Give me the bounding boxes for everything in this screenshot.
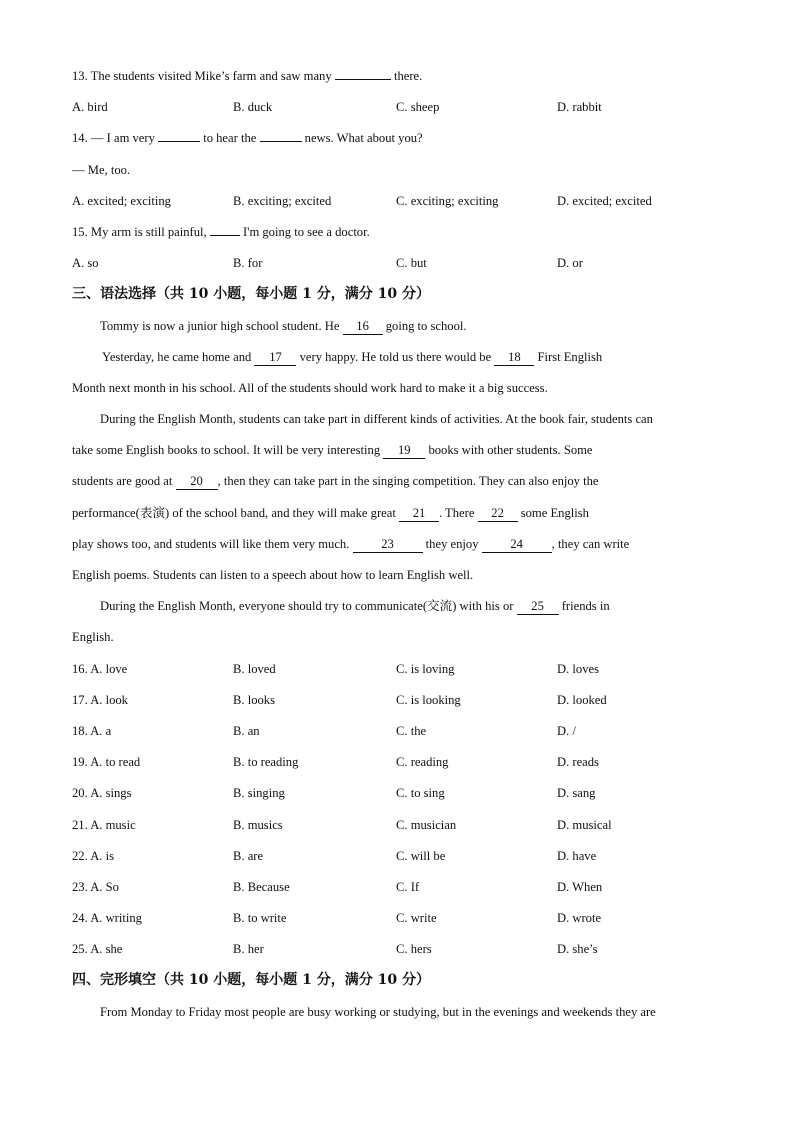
option-a: 16. A. love [72, 661, 128, 676]
option-b: B. her [233, 942, 264, 957]
option-a: 17. A. look [72, 692, 128, 707]
passage-text: going to school. [382, 318, 467, 333]
passage-line [72, 531, 722, 562]
question-14-reply: — Me, too. [72, 162, 131, 177]
answer-blank [335, 65, 391, 80]
passage-line [72, 437, 722, 468]
option-c: C. exciting; exciting [396, 193, 499, 208]
passage-text: very happy. He told us there would be [296, 349, 495, 364]
question-text: I'm going to see a doctor. [239, 224, 370, 239]
option-b: B. an [233, 723, 260, 738]
option-b: B. looks [233, 692, 275, 707]
question-13 [72, 63, 722, 94]
option-a: 24. A. writing [72, 911, 142, 926]
options-row [72, 874, 722, 905]
question-14 [72, 125, 722, 156]
passage-text: Tommy is now a junior high school student. He [100, 318, 343, 333]
option-b: B. singing [233, 786, 285, 801]
option-c: C. hers [396, 942, 432, 957]
option-a: 22. A. is [72, 848, 114, 863]
passage-line: During the English Month, students can take part in different kinds of activities. At the book fair, students can [100, 412, 653, 427]
option-c: C. is looking [396, 692, 461, 707]
passage-line: English. [72, 630, 114, 645]
option-a: A. excited; exciting [72, 193, 171, 208]
options-row [72, 749, 722, 780]
option-a: A. bird [72, 100, 108, 115]
question-text: news. What about you? [301, 131, 423, 146]
option-d: D. rabbit [557, 100, 602, 115]
passage-line [72, 313, 722, 344]
option-c: C. to sing [396, 786, 445, 801]
blank-25: 25 [517, 599, 559, 615]
passage-line: Month next month in his school. All of the students should work hard to make it a big success. [72, 380, 548, 395]
passage-text: , then they can take part in the singing competition. They can also enjoy the [217, 474, 599, 489]
option-b: B. duck [233, 100, 273, 115]
section-3-heading: 三、语法选择（共 10 小题，每小题 1 分，满分 10 分） [72, 286, 430, 303]
option-a: 23. A. So [72, 879, 119, 894]
option-d: D. or [557, 256, 583, 271]
passage-text: take some English books to school. It will be very interesting [72, 443, 384, 458]
answer-blank [210, 221, 240, 236]
option-c: C. If [396, 879, 420, 894]
options-row [72, 780, 722, 811]
section-4-heading: 四、完形填空（共 10 小题，每小题 1 分，满分 10 分） [72, 972, 430, 989]
blank-23: 23 [353, 537, 423, 553]
option-d: D. looked [557, 692, 607, 707]
options-row [72, 718, 722, 749]
options-row [72, 843, 722, 874]
option-a: 21. A. music [72, 817, 136, 832]
option-b: B. to write [233, 911, 287, 926]
blank-18: 18 [494, 350, 534, 366]
option-b: B. loved [233, 661, 276, 676]
options-15 [72, 250, 722, 281]
passage-text: books with other students. Some [425, 443, 593, 458]
blank-22: 22 [478, 506, 518, 522]
question-text: 13. The students visited Mike’s farm and saw many [72, 69, 335, 83]
passage-text: some English [517, 505, 589, 520]
passage-text: play shows too, and students will like them very much. [72, 536, 353, 551]
option-b: B. for [233, 256, 263, 271]
answer-blank [158, 127, 200, 142]
grammar-options [72, 656, 722, 968]
blank-19: 19 [383, 443, 425, 459]
option-c: C. but [396, 256, 427, 271]
options-row [72, 656, 722, 687]
option-d: D. / [557, 723, 576, 738]
option-d: D. have [557, 848, 597, 863]
question-text: there. [390, 69, 423, 83]
option-a: 20. A. sings [72, 786, 132, 801]
option-a: 25. A. she [72, 942, 123, 957]
passage-text: students are good at [72, 474, 176, 489]
option-b: B. Because [233, 879, 290, 894]
blank-16: 16 [343, 319, 383, 335]
option-a: 19. A. to read [72, 755, 141, 770]
options-row [72, 687, 722, 718]
option-c: C. is loving [396, 661, 455, 676]
option-d: D. she’s [557, 942, 598, 957]
option-c: C. will be [396, 848, 446, 863]
option-c: C. write [396, 911, 437, 926]
passage-line [72, 500, 722, 531]
option-c: C. sheep [396, 100, 440, 115]
passage-text: friends in [558, 599, 610, 614]
option-a: 18. A. a [72, 723, 112, 738]
options-13 [72, 94, 722, 125]
passage-text: . There [438, 505, 478, 520]
passage-text: they enjoy [422, 536, 482, 551]
option-d: D. loves [557, 661, 599, 676]
options-14 [72, 188, 722, 219]
option-c: C. reading [396, 755, 449, 770]
answer-blank [260, 127, 302, 142]
options-row [72, 936, 722, 967]
option-d: D. wrote [557, 911, 602, 926]
question-text: to hear the [200, 131, 260, 146]
option-d: D. reads [557, 755, 599, 770]
options-row [72, 905, 722, 936]
option-d: D. excited; excited [557, 193, 652, 208]
blank-24: 24 [482, 537, 552, 553]
passage-text: During the English Month, everyone should try to communicate(交流) with his or [100, 599, 517, 614]
passage-line [72, 468, 722, 499]
exam-page [72, 63, 722, 1030]
option-d: D. musical [557, 817, 612, 832]
option-c: C. musician [396, 817, 457, 832]
passage-line [72, 344, 722, 375]
passage-text: performance(表演) of the school band, and they will make great [72, 505, 399, 520]
blank-21: 21 [399, 506, 439, 522]
option-c: C. the [396, 723, 427, 738]
option-a: A. so [72, 256, 99, 271]
option-b: B. musics [233, 817, 283, 832]
blank-17: 17 [254, 350, 296, 366]
option-d: D. When [557, 879, 603, 894]
question-text: 15. My arm is still painful, [72, 224, 210, 239]
passage-text: First English [534, 349, 603, 364]
question-15 [72, 219, 722, 250]
option-d: D. sang [557, 786, 596, 801]
passage-text: , they can write [551, 536, 630, 551]
passage-line [72, 593, 722, 624]
cloze-passage-line: From Monday to Friday most people are busy working or studying, but in the evenings and weekends they are [100, 1004, 656, 1019]
passage-text: Yesterday, he came home and [102, 349, 255, 364]
options-row [72, 812, 722, 843]
option-b: B. are [233, 848, 264, 863]
question-text: 14. — I am very [72, 131, 159, 146]
blank-20: 20 [176, 474, 218, 490]
option-b: B. exciting; excited [233, 193, 332, 208]
option-b: B. to reading [233, 755, 299, 770]
passage-line: English poems. Students can listen to a speech about how to learn English well. [72, 568, 474, 582]
